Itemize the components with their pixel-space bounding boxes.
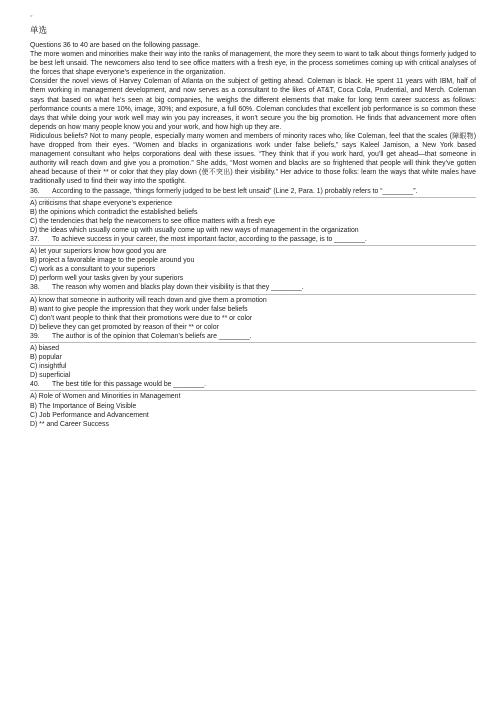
- option-a[interactable]: A) Role of Women and Minorities in Management: [30, 393, 181, 401]
- option-a[interactable]: A) let your superiors know how good you are: [30, 248, 167, 256]
- option-a[interactable]: A) know that someone in authority will reach down and give them a promotion: [30, 296, 267, 304]
- question-stem: [30, 235, 476, 244]
- option-b[interactable]: B) the opinions which contradict the established beliefs: [30, 208, 198, 216]
- question-37: [30, 235, 476, 283]
- question-38: [30, 283, 476, 331]
- option-b[interactable]: B) popular: [30, 354, 62, 362]
- question-text: To achieve success in your career, the most important factor, according to the passage, is to ________.: [52, 235, 367, 243]
- option-c[interactable]: C) work as a consultant to your superiors: [30, 266, 156, 274]
- question-number: 38.: [30, 284, 40, 292]
- passage-intro: Questions 36 to 40 are based on the following passage.: [30, 42, 201, 49]
- question-number: 37.: [30, 235, 40, 243]
- option-d[interactable]: D) ** and Career Success: [30, 420, 109, 428]
- divider: [30, 197, 476, 198]
- question-text: The best title for this passage would be ________.: [52, 381, 206, 389]
- question-number: 36.: [30, 187, 40, 195]
- question-number: 39.: [30, 332, 40, 340]
- option-d[interactable]: D) superficial: [30, 372, 71, 380]
- option-c[interactable]: C) insightful: [30, 363, 67, 371]
- question-39: [30, 332, 476, 380]
- option-c[interactable]: C) Job Performance and Advancement: [30, 411, 149, 419]
- question-number: 40.: [30, 381, 40, 389]
- document-page: [30, 12, 476, 429]
- passage-paragraph-1: The more women and minorities make their way into the ranks of management, the more they seem to want to talk about things formerly judged to be best left unsaid. The newcomers also tend to see office matters with a fresh eye, in the process sometimes coming up with critical analyses of the forces that shape everyone’s experience in the organization.: [30, 51, 476, 77]
- divider: [30, 245, 476, 246]
- section-title: 单选: [30, 25, 48, 35]
- passage-paragraph-2: Consider the novel views of Harvey Coleman of Atlanta on the subject of getting ahead. Coleman is black. He spent 11 years with IBM, half of them working in management development, and now serves as a consultant to the likes of AT&T, Coca Cola, Prudential, and Merch. Coleman says that based on what he’s seen at big companies, he weighs the different elements that make for long term career success as follows: performance counts a mere 10%, image, 30%; and exposure, a full 60%. Coleman concludes that excellent job performance is so common these days that while doing your work well may win you pay increases, it won’t secure you the big promotion. He finds that advancement more often depends on how many people know you and your work, and how high up they are.: [30, 78, 476, 131]
- option-b[interactable]: B) want to give people the impression that they work under false beliefs: [30, 305, 248, 313]
- option-a[interactable]: A) biased: [30, 345, 60, 352]
- option-b[interactable]: B) project a favorable image to the people around you: [30, 257, 195, 265]
- option-d[interactable]: D) believe they can get promoted by reason of their ** or color: [30, 323, 219, 331]
- question-stem: [30, 187, 476, 196]
- divider: [30, 342, 476, 343]
- option-d[interactable]: D) the ideas which usually come up with usually come up with new ways of management in the organization: [30, 226, 359, 234]
- question-text: The reason why women and blacks play down their visibility is that they ________.: [52, 284, 304, 292]
- question-stem: [30, 283, 476, 292]
- divider: [30, 294, 476, 295]
- option-c[interactable]: C) don’t want people to think that their promotions were due to ** or color: [30, 314, 253, 322]
- question-40: [30, 380, 476, 428]
- question-text: According to the passage, “things formerly judged to be best left unsaid” (Line 2, Para. 1) probably refers to “________”.: [52, 187, 418, 195]
- question-stem: [30, 332, 476, 341]
- option-b[interactable]: B) The Importance of Being Visible: [30, 402, 137, 410]
- option-c[interactable]: C) the tendencies that help the newcomers to see office matters with a fresh eye: [30, 217, 276, 225]
- divider: [30, 390, 476, 391]
- option-a[interactable]: A) criticisms that shape everyone’s experience: [30, 199, 172, 207]
- question-text: The author is of the opinion that Coleman’s beliefs are ________.: [52, 332, 252, 340]
- passage-paragraph-3: Ridiculous beliefs? Not to many people, especially many women and members of minority races who, like Coleman, feel that the scales (障眼物) have dropped from their eyes. “Women and blacks in organizations work under false beliefs,” says Kaleel Jamison, a New York based management consultant who helps corporations deal with these issues. “They think that if you work hard, you’ll get ahead—that someone in authority will reach down and give you a promotion.” She adds, “Most women and blacks are so frightened that people will think they’ve gotten ahead because of their ** or color that they play down (使不突出) their visibility.” Her advice to those folks: learn the ways that white males have traditionally used to find their way into the spotlight.: [30, 132, 476, 186]
- question-36: [30, 187, 476, 235]
- list-bullet-icon: ◦: [30, 13, 33, 20]
- question-stem: [30, 380, 476, 389]
- option-d[interactable]: D) perform well your tasks given by your superiors: [30, 275, 184, 283]
